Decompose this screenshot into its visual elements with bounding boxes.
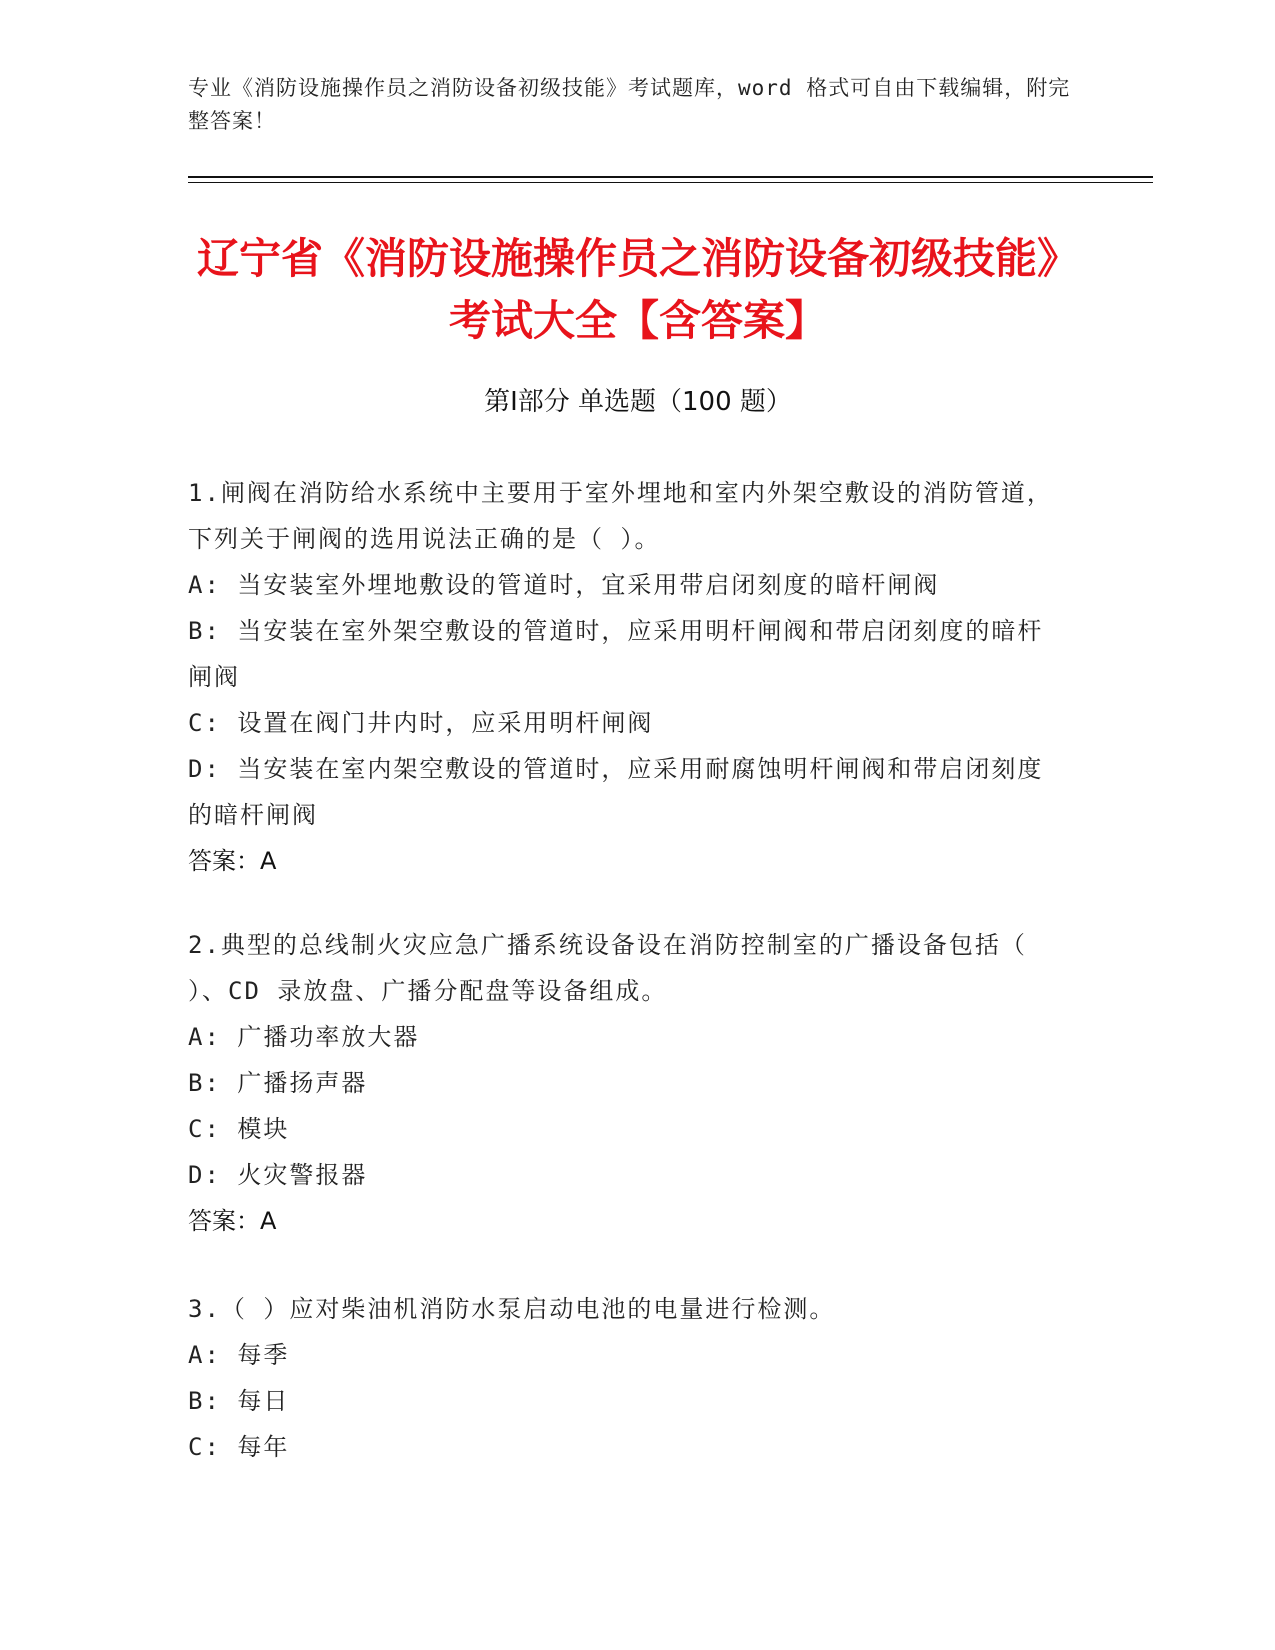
- question-stem: 1.闸阀在消防给水系统中主要用于室外埋地和室内外架空敷设的消防管道，下列关于闸阀的选用说法正确的是（ ）。: [188, 479, 1053, 553]
- question-2: [188, 922, 1068, 1244]
- option-a: A: 广播功率放大器: [188, 1023, 420, 1051]
- option-b: B: 广播扬声器: [188, 1069, 368, 1097]
- section-title: 第Ⅰ部分 单选题（100 题）: [484, 387, 792, 417]
- option-a: A: 每季: [188, 1341, 290, 1369]
- question-stem: 3.（ ）应对柴油机消防水泵启动电池的电量进行检测。: [188, 1295, 836, 1323]
- option-a: A: 当安装室外埋地敷设的管道时，宜采用带启闭刻度的暗杆闸阀: [188, 571, 940, 599]
- option-c: C: 模块: [188, 1115, 290, 1143]
- option-b: B: 每日: [188, 1387, 290, 1415]
- option-d: D: 当安装在室内架空敷设的管道时，应采用耐腐蚀明杆闸阀和带启闭刻度的暗杆闸阀: [188, 755, 1044, 829]
- option-c: C: 设置在阀门井内时，应采用明杆闸阀: [188, 709, 654, 737]
- question-1: [188, 470, 1068, 884]
- answer: 答案：A: [188, 1207, 277, 1235]
- option-b: B: 当安装在室外架空敷设的管道时，应采用明杆闸阀和带启闭刻度的暗杆闸阀: [188, 617, 1044, 691]
- page-title: 辽宁省《消防设施操作员之消防设备初级技能》考试大全【含答案】: [196, 234, 1079, 345]
- header-divider-thick: [188, 176, 1153, 178]
- option-d: D: 火灾警报器: [188, 1161, 368, 1189]
- option-c: C: 每年: [188, 1433, 290, 1461]
- question-stem: 2.典型的总线制火灾应急广播系统设备设在消防控制室的广播设备包括（ ）、CD 录放盘、广播分配盘等设备组成。: [188, 931, 1027, 1005]
- header-divider-thin: [188, 182, 1153, 183]
- answer: 答案：A: [188, 847, 277, 875]
- header-note: 专业《消防设施操作员之消防设备初级技能》考试题库，word 格式可自由下载编辑，附完整答案！: [188, 76, 1071, 133]
- question-3: [188, 1286, 1068, 1470]
